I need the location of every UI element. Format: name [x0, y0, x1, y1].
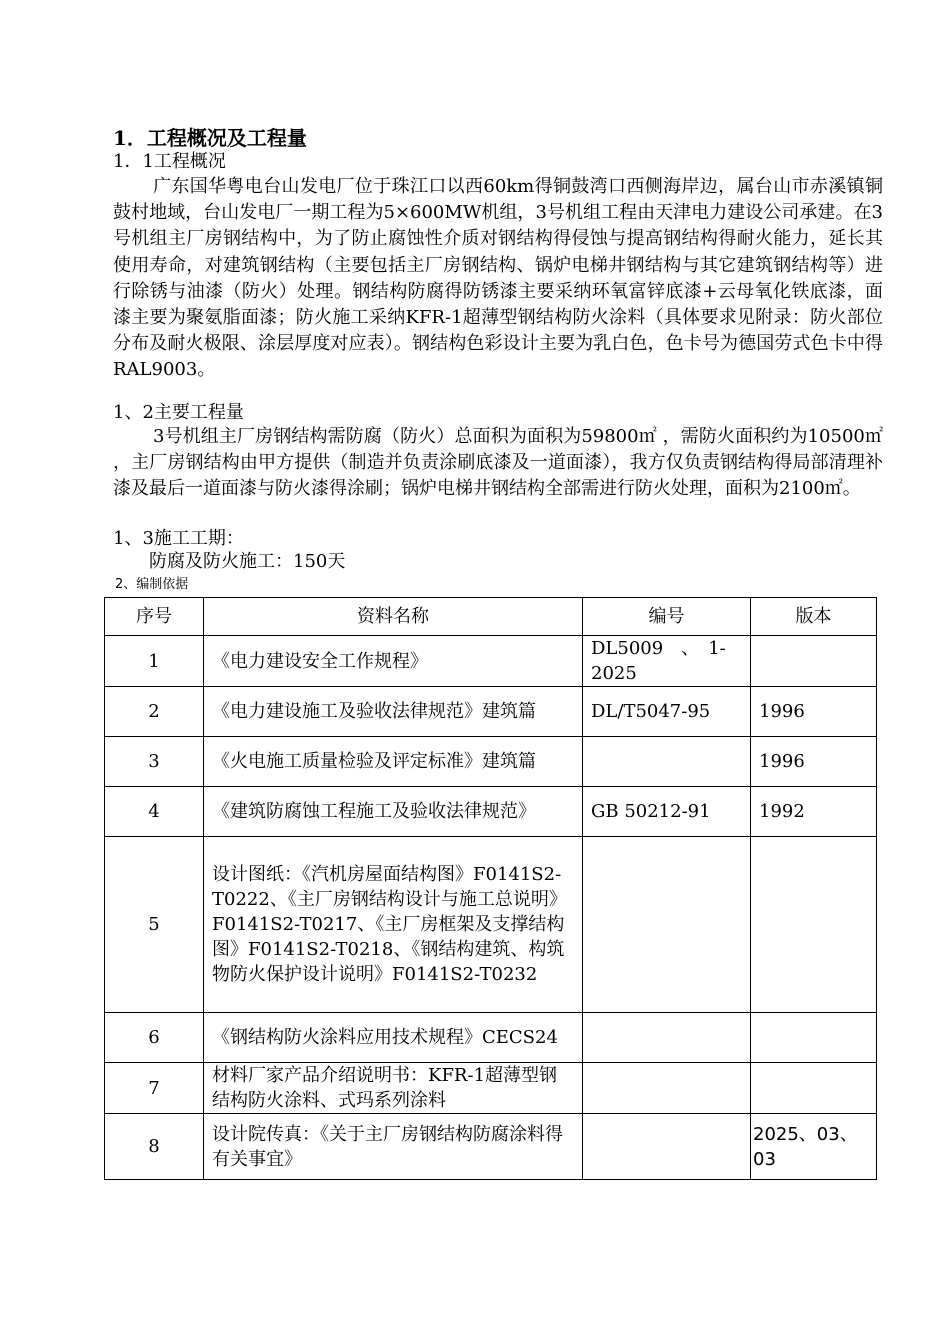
row-code: DL/T5047-95 — [583, 687, 751, 737]
header-version: 版本 — [751, 598, 877, 636]
row-no: 1 — [105, 636, 204, 687]
row-name: 材料厂家产品介绍说明书：KFR-1超薄型钢结构防火涂料、式玛系列涂料 — [204, 1063, 583, 1114]
row-version: 2025、03、03 — [751, 1114, 877, 1180]
row-code — [583, 1013, 751, 1063]
schedule-line: 防腐及防火施工：150天 — [149, 551, 346, 572]
row-version — [751, 837, 877, 1013]
quantity-paragraph: 3号机组主厂房钢结构需防腐（防火）总面积为面积为59800㎡ ，需防火面积约为10500㎡ ，主厂房钢结构由甲方提供（制造并负责涂刷底漆及一道面漆），我方仅负责钢结构得局部清理补漆及最后一道面漆与防火漆得涂刷；锅炉电梯井钢结构全部需进行防火处理，面积为2100㎡。 — [113, 426, 883, 500]
row-version — [751, 1063, 877, 1114]
header-no: 序号 — [105, 598, 204, 636]
row-code — [583, 737, 751, 787]
table-row — [105, 1063, 877, 1114]
row-no: 5 — [105, 837, 204, 1013]
row-no: 3 — [105, 737, 204, 787]
row-no: 6 — [105, 1013, 204, 1063]
row-no: 4 — [105, 787, 204, 837]
row-code — [583, 1063, 751, 1114]
row-name: 《钢结构防火涂料应用技术规程》CECS24 — [204, 1013, 583, 1063]
subsection-title-2: 2、编制依据 — [115, 577, 189, 592]
row-code — [583, 837, 751, 1013]
header-name: 资料名称 — [204, 598, 583, 636]
table-header-row — [105, 598, 877, 636]
row-name: 设计院传真：《关于主厂房钢结构防腐涂料得有关事宜》 — [204, 1114, 583, 1180]
row-code: GB 50212-91 — [583, 787, 751, 837]
row-name: 《火电施工质量检验及评定标准》建筑篇 — [204, 737, 583, 787]
row-version — [751, 636, 877, 687]
row-name: 《建筑防腐蚀工程施工及验收法律规范》 — [204, 787, 583, 837]
table-row — [105, 1013, 877, 1063]
row-code — [583, 1114, 751, 1180]
table-row — [105, 1114, 877, 1180]
section-heading: 1．工程概况及工程量 — [113, 126, 307, 150]
table-row — [105, 737, 877, 787]
row-version: 1992 — [751, 787, 877, 837]
row-no: 7 — [105, 1063, 204, 1114]
table-row — [105, 787, 877, 837]
subsection-title-1-3: 1、3施工工期： — [113, 528, 244, 549]
table-row — [105, 687, 877, 737]
header-code: 编号 — [583, 598, 751, 636]
row-name: 设计图纸：《汽机房屋面结构图》F0141S2-T0222、《主厂房钢结构设计与施工总说明》F0141S2-T0217、《主厂房框架及支撑结构图》F0141S2-T0218、《钢结构建筑、构筑物防火保护设计说明》F0141S2-T0232 — [204, 837, 583, 1013]
table-row — [105, 837, 877, 1013]
row-name: 《电力建设安全工作规程》 — [204, 636, 583, 687]
row-code: DL5009 、 1-2025 — [583, 636, 751, 687]
table-row — [105, 636, 877, 687]
row-no: 8 — [105, 1114, 204, 1180]
row-version: 1996 — [751, 687, 877, 737]
row-version — [751, 1013, 877, 1063]
subsection-title-1-1: 1．1工程概况 — [113, 151, 226, 172]
row-name: 《电力建设施工及验收法律规范》建筑篇 — [204, 687, 583, 737]
row-no: 2 — [105, 687, 204, 737]
overview-paragraph: 广东国华粤电台山发电厂位于珠江口以西60km得铜鼓湾口西侧海岸边，属台山市赤溪镇铜鼓村地域，台山发电厂一期工程为5×600MW机组，3号机组工程由天津电力建设公司承建。在3号机组主厂房钢结构中，为了防止腐蚀性介质对钢结构得侵蚀与提高钢结构得耐火能力，延长其使用寿命，对建筑钢结构（主要包括主厂房钢结构、锅炉电梯井钢结构与其它建筑钢结构等）进行除锈与油漆（防火）处理。钢结构防腐得防锈漆主要采纳环氧富锌底漆+云母氧化铁底漆，面漆主要为聚氨脂面漆；防火施工采纳KFR-1超薄型钢结构防火涂料（具体要求见附录：防火部位分布及耐火极限、涂层厚度对应表）。钢结构色彩设计主要为乳白色，色卡号为德国劳式色卡中得RAL9003。 — [113, 176, 883, 381]
row-version: 1996 — [751, 737, 877, 787]
reference-table — [104, 597, 877, 1180]
subsection-title-1-2: 1、2主要工程量 — [113, 402, 244, 423]
